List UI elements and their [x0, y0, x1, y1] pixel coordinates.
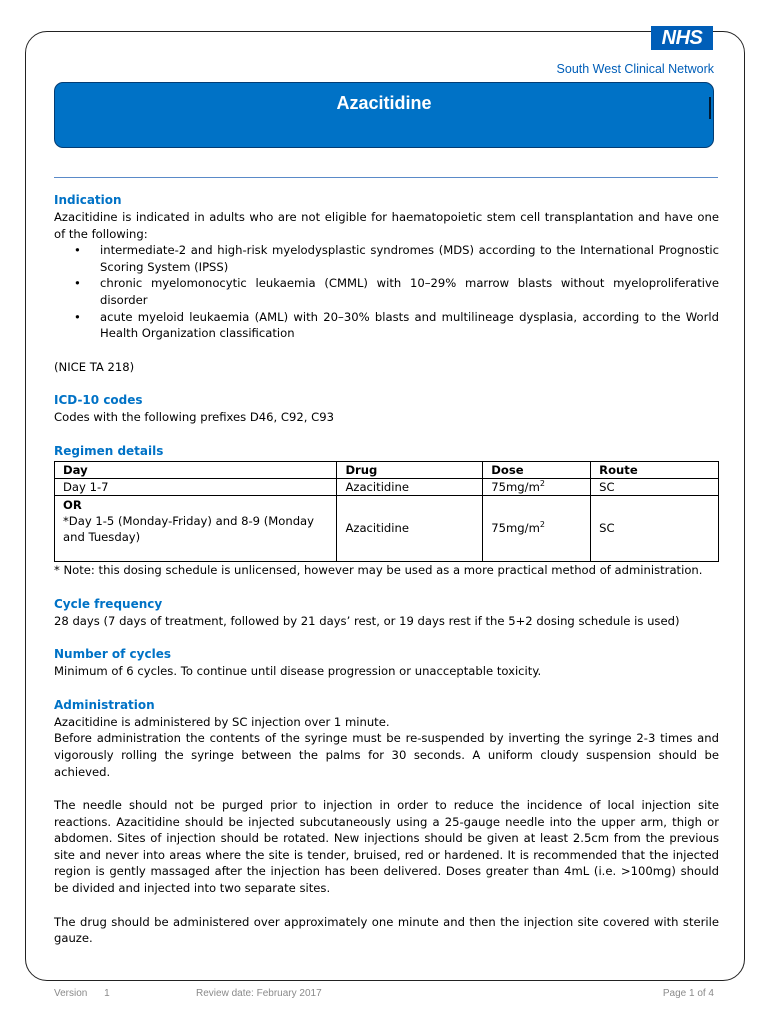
administration-para: The drug should be administered over approximately one minute and then the injection site covered with sterile gauze.	[54, 914, 719, 946]
title-banner	[54, 82, 714, 148]
cell-route: SC	[591, 495, 719, 561]
document-body	[54, 192, 719, 947]
footer-review-date: Review date: February 2017	[196, 988, 322, 999]
version-number: 1	[104, 988, 110, 999]
cycles-heading: Number of cycles	[54, 647, 171, 662]
table-row	[55, 495, 719, 561]
dose-value: 75mg/m	[491, 521, 540, 536]
cycles-text: Minimum of 6 cycles. To continue until disease progression or unacceptable toxicity.	[54, 664, 542, 679]
cycle-frequency-heading: Cycle frequency	[54, 596, 163, 611]
indication-item: • acute myeloid leukaemia (AML) with 20–30% blasts and multilineage dysplasia, according to the World Health Organization classification	[100, 309, 719, 342]
icd10-text: Codes with the following prefixes D46, C92, C93	[54, 410, 334, 425]
cycle-frequency-text: 28 days (7 days of treatment, followed by 21 days’ rest, or 19 days rest if the 5+2 dosing schedule is used)	[54, 613, 680, 628]
cell-route: SC	[591, 478, 719, 495]
cell-dose	[483, 478, 591, 495]
cell-day	[55, 495, 337, 561]
regimen-note: * Note: this dosing schedule is unlicensed, however may be used as a more practical method of administration.	[54, 562, 703, 577]
regimen-heading: Regimen details	[54, 443, 164, 458]
dose-exponent: 2	[539, 479, 545, 489]
footer-version	[54, 988, 110, 999]
version-label: Version	[54, 988, 88, 999]
dose-exponent: 2	[539, 520, 545, 530]
document-title: Azacitidine	[336, 93, 432, 113]
table-header-row	[55, 461, 719, 478]
administration-para: Before administration the contents of the syringe must be re-suspended by inverting the syringe 2-3 times and vigorously rolling the syringe between the palms for 30 seconds. A uniform cloudy suspension should be achieved.	[54, 731, 719, 779]
banner-edge-mark	[709, 97, 711, 119]
cell-day: Day 1-7	[55, 478, 337, 495]
column-header-drug: Drug	[337, 461, 483, 478]
indication-heading: Indication	[54, 193, 122, 207]
dose-value: 75mg/m	[491, 479, 540, 494]
indication-item: • intermediate-2 and high-risk myelodysplastic syndromes (MDS) according to the International Prognostic Scoring System (IPSS)	[100, 242, 719, 275]
administration-para: The needle should not be purged prior to injection in order to reduce the incidence of local injection site reactions. Azacitidine should be injected subcutaneously using a 25-gauge needle into the upper arm, thigh or abdomen. Sites of injection should be rotated. New injections should be given at least 2.5cm from the previous site and never into areas where the site is tender, bruised, red or hardened. It is recommended that the injected region is gently massaged after the injection has been delivered. Doses greater than 4mL (i.e. >100mg) should be divided and injected into two separate sites.	[54, 798, 719, 896]
column-header-dose: Dose	[483, 461, 591, 478]
network-name: South West Clinical Network	[556, 62, 714, 76]
footer-page-number: Page 1 of 4	[662, 988, 714, 999]
administration-para: Azacitidine is administered by SC injection over 1 minute.	[54, 714, 390, 729]
cell-dose	[483, 495, 591, 561]
cell-drug: Azacitidine	[337, 478, 483, 495]
nhs-logo: NHS	[651, 26, 713, 50]
or-label: OR	[63, 497, 82, 512]
icd10-heading: ICD-10 codes	[54, 393, 143, 408]
cell-drug: Azacitidine	[337, 495, 483, 561]
alt-schedule: *Day 1-5 (Monday-Friday) and 8-9 (Monday and Tuesday)	[63, 513, 315, 544]
indication-item: • chronic myelomonocytic leukaemia (CMML) with 10–29% marrow blasts without myeloproliferative disorder	[100, 275, 719, 308]
column-header-day: Day	[55, 461, 337, 478]
header-divider	[54, 177, 718, 178]
column-header-route: Route	[591, 461, 719, 478]
indication-intro: Azacitidine is indicated in adults who are not eligible for haematopoietic stem cell transplantation and have one of the following:	[54, 210, 719, 241]
regimen-table	[54, 461, 719, 562]
table-row	[55, 478, 719, 495]
indication-list	[54, 242, 719, 342]
administration-heading: Administration	[54, 697, 155, 712]
indication-reference: (NICE TA 218)	[54, 359, 135, 374]
